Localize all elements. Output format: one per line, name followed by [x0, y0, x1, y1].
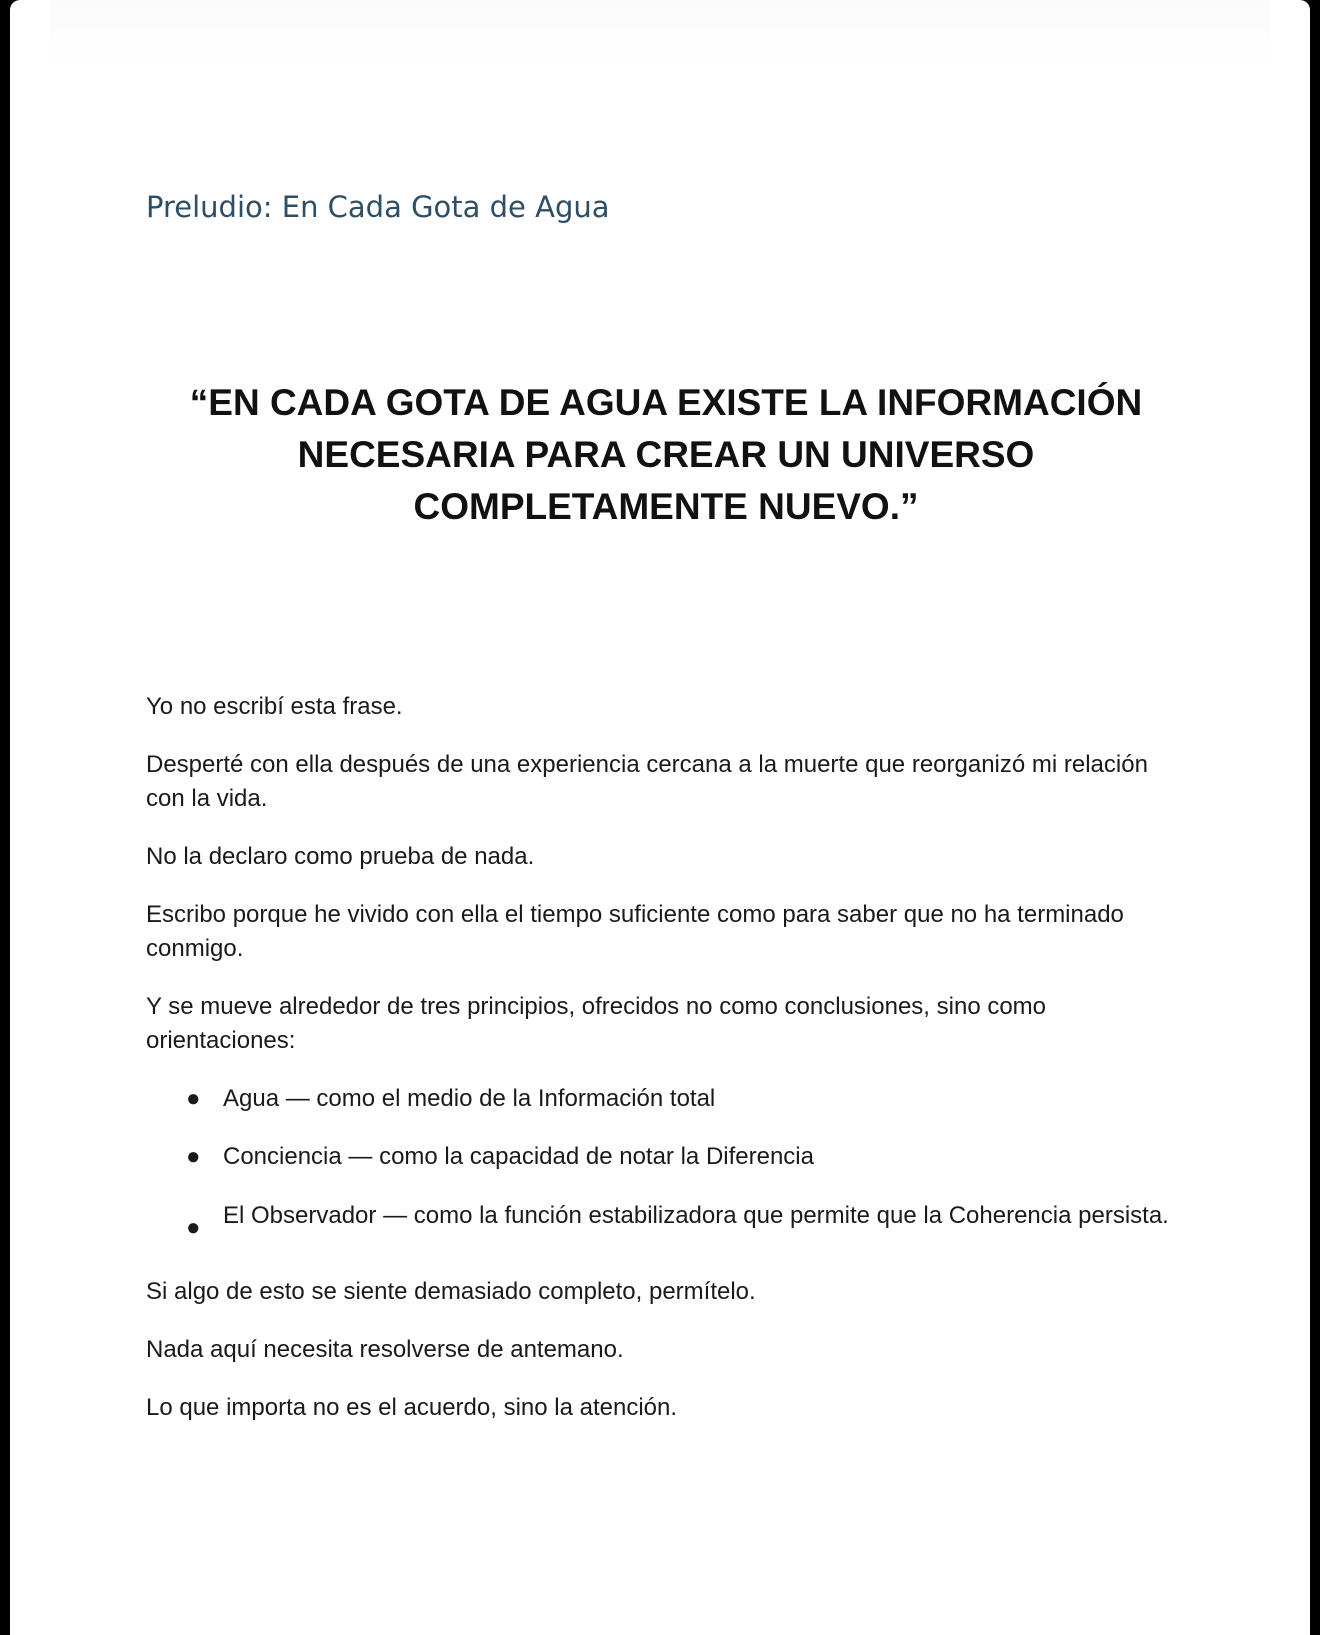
- principles-list: [146, 1082, 1186, 1245]
- bullet-dot-icon: ●: [186, 1214, 201, 1241]
- list-item: [146, 1140, 1186, 1174]
- page-top-shade: [50, 0, 1270, 70]
- paragraph: No la declaro como prueba de nada.: [146, 843, 535, 870]
- quote-line: “EN CADA GOTA DE AGUA EXISTE LA INFORMACIÓN: [189, 382, 1143, 423]
- bullet-dot-icon: ●: [186, 1085, 201, 1112]
- paragraph: Yo no escribí esta frase.: [146, 693, 403, 720]
- list-item-text: Agua — como el medio de la Información total: [223, 1085, 716, 1112]
- document-page: [10, 0, 1310, 1635]
- list-item-text: Conciencia — como la capacidad de notar la Diferencia: [223, 1143, 814, 1170]
- bullet-dot-icon: ●: [186, 1143, 201, 1170]
- paragraph: Escribo porque he vivido con ella el tiempo suficiente como para saber que no ha terminado conmigo.: [146, 901, 1124, 962]
- epigraph-quote: [146, 377, 1186, 533]
- list-item: [146, 1082, 1186, 1116]
- quote-line: COMPLETAMENTE NUEVO.”: [413, 486, 919, 527]
- section-heading: Preludio: En Cada Gota de Agua: [146, 190, 610, 224]
- paragraph: Si algo de esto se siente demasiado completo, permítelo.: [146, 1278, 756, 1305]
- quote-line: NECESARIA PARA CREAR UN UNIVERSO: [297, 434, 1035, 475]
- list-item: [146, 1186, 1186, 1245]
- paragraph: Y se mueve alrededor de tres principios, ofrecidos no como conclusiones, sino como orientaciones:: [146, 993, 1047, 1054]
- paragraph: Lo que importa no es el acuerdo, sino la atención.: [146, 1394, 678, 1421]
- document-body: [146, 690, 1186, 1449]
- paragraph: Nada aquí necesita resolverse de antemano.: [146, 1336, 624, 1363]
- list-item-text: El Observador — como la función estabilizadora que permite que la Coherencia persista.: [223, 1202, 1169, 1229]
- paragraph: Desperté con ella después de una experiencia cercana a la muerte que reorganizó mi relación con la vida.: [146, 751, 1148, 812]
